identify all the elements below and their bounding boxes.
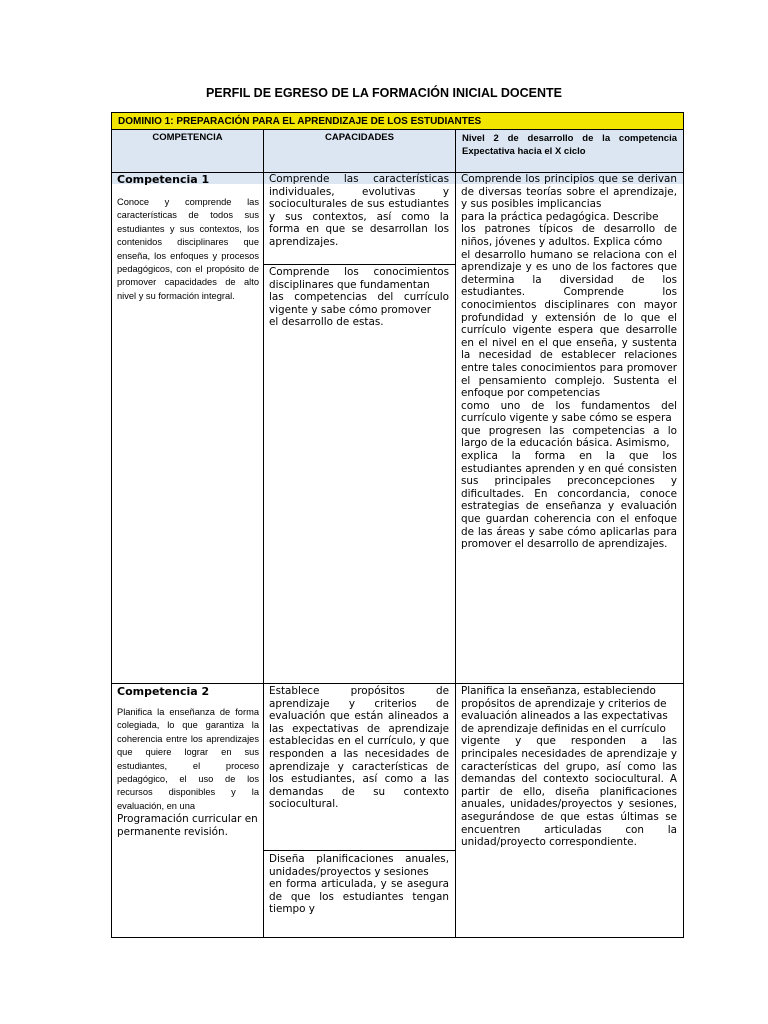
competencia-2-cell bbox=[117, 685, 259, 845]
competencia-1-cell bbox=[117, 173, 259, 678]
column-divider bbox=[455, 130, 456, 937]
nivel-competencia-1: Comprende los principios que se derivan de diversas teorías sobre el aprendizaje, y sus posibles implicancias para la práctica pedagógica. Describe los patrones típicos de desarrollo de niños, jóvenes y adultos. Explica cómo el desarrollo humano se relaciona con el aprendizaje y es uno de los factores que determina la diversidad de los estudiantes. Comprende los conocimientos disciplinares con mayor profundidad y extensión de lo que el currículo vigente espera que desarrolle en el nivel en el que enseña, y sustenta la necesidad de establecer relaciones entre tales conocimientos para promover el pensamiento complejo. Sustenta el enfoque por competencias como uno de los fundamentos del currículo vigente y sabe cómo se espera que progresen las competencias a lo largo de la educación básica. Asimismo, explica la forma en la que los estudiantes aprenden y en qué consisten sus principales preconcepciones y dificultades. En concordancia, conoce estrategias de enseñanza y evaluación que guardan coherencia con el enfoque de las áreas y sabe cómo aplicarlas para promover el desarrollo de aprendizajes. bbox=[461, 173, 677, 551]
column-divider bbox=[263, 130, 264, 937]
page-title: PERFIL DE EGRESO DE LA FORMACIÓN INICIAL DOCENTE bbox=[205, 86, 563, 100]
nivel-competencia-2: Planifica la enseñanza, estableciendo propósitos de aprendizaje y criterios de evaluación alineados a las expectativas de aprendizaje definidas en el currículo vigente y que responden a las principales necesidades de aprendizaje y características del grupo, así como las demandas del contexto sociocultural. A partir de ello, diseña planificaciones anuales, unidades/proyectos y sesiones, asegurándose de que estas últimas se encuentren articuladas con la unidad/proyecto correspondiente. bbox=[461, 685, 677, 849]
header-capacidades: CAPACIDADES bbox=[264, 130, 455, 184]
domain-header: DOMINIO 1: PREPARACIÓN PARA EL APRENDIZAJE DE LOS ESTUDIANTES bbox=[112, 113, 683, 130]
capacidad-2b: Diseña planificaciones anuales, unidades/proyectos y sesiones en forma articulada, y se asegura de que los estudiantes tengan tiempo y bbox=[269, 853, 449, 916]
competencia-2-title: Competencia 2 bbox=[117, 685, 210, 698]
competencia-1-title: Competencia 1 bbox=[117, 173, 210, 186]
capacidad-1a: Comprende las características individuales, evolutivas y socioculturales de sus estudiantes y sus contextos, así como la forma en que se desarrollan los aprendizajes. bbox=[269, 173, 449, 248]
competencia-1-description: Conoce y comprende las características de todos sus estudiantes y sus contextos, los contenidos disciplinares que enseña, los enfoques y procesos pedagógicos, con el propósito de promover capacidades de alto nivel y su formación integral. bbox=[117, 197, 259, 301]
row-divider bbox=[112, 683, 683, 684]
row-divider bbox=[263, 264, 455, 265]
header-competencia: COMPETENCIA bbox=[112, 130, 263, 184]
profile-table bbox=[111, 112, 684, 938]
capacidad-2a: Establece propósitos de aprendizaje y criterios de evaluación que están alineados a las expectativas de aprendizaje establecidas en el currículo, y que responden a las necesidades de aprendizaje y características de los estudiantes, así como a las demandas de su contexto sociocultural. bbox=[269, 685, 449, 811]
row-divider bbox=[263, 850, 455, 851]
competencia-2-description-end: Programación curricular en permanente revisión. bbox=[117, 813, 258, 838]
header-nivel: Nivel 2 de desarrollo de la competencia Expectativa hacia el X ciclo bbox=[456, 130, 683, 184]
competencia-2-description: Planifica la enseñanza de forma colegiada, lo que garantiza la coherencia entre los aprendizajes que quiere lograr en sus estudiantes, el proceso pedagógico, el uso de los recursos disponibles y la evaluación, en una bbox=[117, 707, 259, 811]
capacidad-1b: Comprende los conocimientos disciplinares que fundamentan las competencias del currículo vigente y sabe cómo promover el desarrollo de estas. bbox=[269, 266, 449, 329]
